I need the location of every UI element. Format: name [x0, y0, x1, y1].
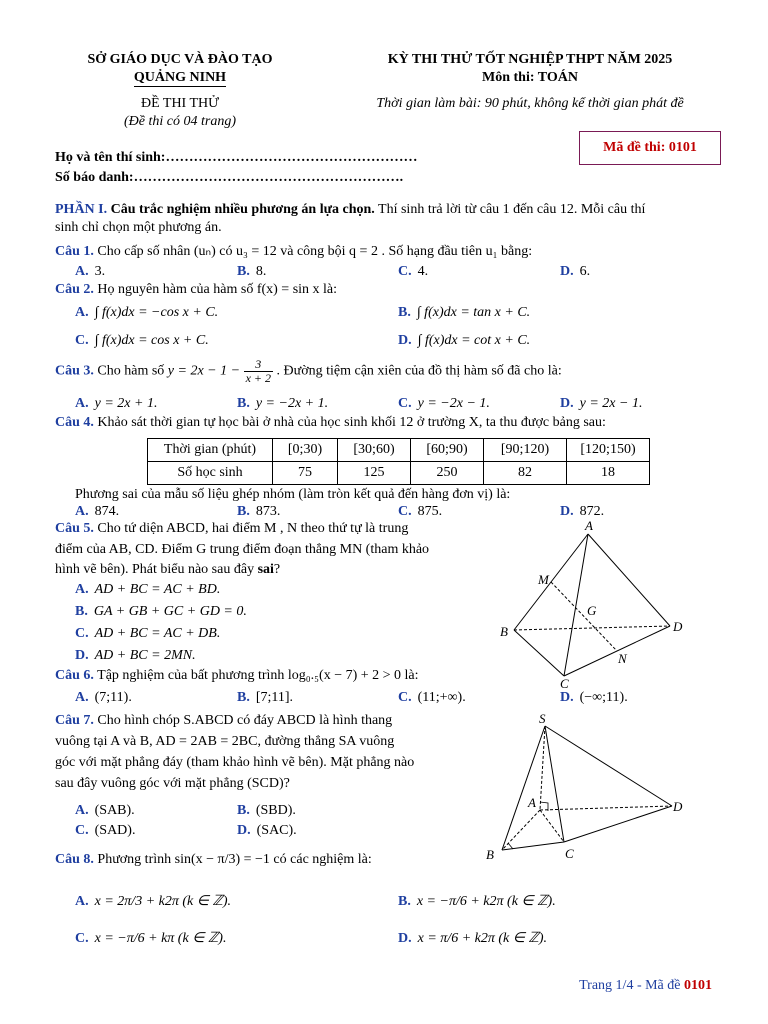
q3-option-b[interactable]: [237, 396, 328, 412]
question-2: [55, 282, 337, 298]
q3-fraction: [244, 358, 273, 385]
q6-c-letter: C.: [398, 690, 412, 705]
q7-line2: vuông tại A và B, AD = 2AB = 2BC, đường thẳng SA vuông: [55, 734, 395, 749]
q1-b-letter: B.: [237, 264, 250, 279]
exam-kind: ĐỀ THI THỬ: [140, 96, 219, 111]
q6-text: Tập nghiệm của bất phương trình log₀.₅(x − 7) + 2 > 0 là:: [97, 668, 419, 683]
q6-a-letter: A.: [75, 690, 89, 705]
q7-c-text: (SAD).: [94, 823, 136, 838]
q5-option-c[interactable]: [75, 626, 220, 642]
time-note: Thời gian làm bài: 90 phút, không kể thời gian phát đề: [376, 96, 684, 111]
q5-line3-bold: sai: [257, 562, 274, 577]
q8-b-letter: B.: [398, 894, 411, 909]
dept-line2-text: QUẢNG NINH: [133, 70, 227, 85]
q3-b-letter: B.: [237, 396, 250, 411]
q6-c-text: (11;+∞).: [417, 690, 466, 705]
q3-c-text: y = −2x − 1.: [417, 396, 490, 411]
q4-count: 18: [567, 462, 650, 485]
q5-b-letter: B.: [75, 604, 88, 619]
q4-option-a[interactable]: [75, 504, 119, 520]
q4-text: Khảo sát thời gian tự học bài ở nhà của học sinh khối 12 ở trường X, ta thu được bảng sau:: [97, 415, 606, 430]
q2-d-letter: D.: [398, 333, 412, 348]
dept-line1: SỞ GIÁO DỤC VÀ ĐÀO TẠO: [87, 52, 273, 67]
q7-b-text: (SBD).: [255, 803, 296, 818]
q1-a-text: 3.: [94, 264, 106, 279]
q1-option-d[interactable]: [560, 264, 590, 280]
q5-a-letter: A.: [75, 582, 89, 597]
q6-label: Câu 6.: [55, 668, 94, 683]
tetra-label-c: C: [560, 676, 569, 688]
q3-d-text: y = 2x − 1.: [579, 396, 643, 411]
question-8: [55, 852, 372, 868]
q1-b-text: 8.: [255, 264, 267, 279]
q7-option-b[interactable]: [237, 803, 296, 819]
q5-c-letter: C.: [75, 626, 89, 641]
question-6: [55, 668, 419, 684]
q8-option-b[interactable]: [398, 893, 556, 910]
q2-c-letter: C.: [75, 333, 89, 348]
q4-count: 250: [411, 462, 484, 485]
q5-b-text: GA + GB + GC + GD = 0.: [93, 604, 247, 619]
q4-option-c[interactable]: [398, 504, 442, 520]
exam-code: Mã đề thi: 0101: [603, 140, 697, 155]
q3-option-c[interactable]: [398, 396, 490, 412]
q4-b-letter: B.: [237, 504, 250, 519]
q1-label: Câu 1.: [55, 244, 94, 259]
q2-option-c[interactable]: [75, 333, 209, 349]
pyr-label-b: B: [486, 847, 494, 862]
pyr-label-c: C: [565, 846, 574, 861]
q7-a-letter: A.: [75, 803, 89, 818]
q4-c-letter: C.: [398, 504, 412, 519]
q4-d-letter: D.: [560, 504, 574, 519]
pyramid-figure: [482, 710, 692, 865]
page-footer: [579, 978, 712, 994]
q2-a-letter: A.: [75, 305, 89, 320]
q2-text: Họ nguyên hàm của hàm số f(x) = sin x là:: [97, 282, 338, 297]
table-row: [148, 439, 650, 462]
q4-b-text: 873.: [255, 504, 281, 519]
q6-option-c[interactable]: [398, 690, 466, 706]
q7-a-text: (SAB).: [94, 803, 135, 818]
q3-func: y = 2x − 1 −: [167, 363, 241, 379]
q4-row-label: Số học sinh: [148, 462, 273, 485]
q5-option-a[interactable]: [75, 582, 220, 598]
q6-b-text: [7;11].: [255, 690, 294, 705]
q4-table: [147, 438, 650, 485]
q1-text: Cho cấp số nhân (uₙ) có u₃ = 12 và công bội q = 2 . Số hạng đầu tiên u₁ bằng:: [97, 244, 533, 259]
q8-b-text: x = −π/6 + k2π (k ∈ ℤ).: [416, 894, 556, 909]
q1-d-letter: D.: [560, 264, 574, 279]
table-row: [148, 462, 650, 485]
q4-interval: [0;30): [273, 439, 338, 462]
q7-option-d[interactable]: [237, 823, 297, 839]
q4-a-text: 874.: [94, 504, 120, 519]
q4-interval: [30;60): [338, 439, 411, 462]
q3-post: . Đường tiệm cận xiên của đồ thị hàm số đã cho là:: [276, 363, 562, 379]
q4-label: Câu 4.: [55, 415, 94, 430]
q5-line3-post: ?: [273, 562, 281, 577]
q2-b-text: ∫ f(x)dx = tan x + C.: [416, 305, 531, 320]
q6-d-text: (−∞;11).: [579, 690, 628, 705]
q4-option-b[interactable]: [237, 504, 280, 520]
q4-c-text: 875.: [417, 504, 443, 519]
part1-label: PHẦN I.: [55, 202, 108, 217]
q7-d-letter: D.: [237, 823, 251, 838]
q7-label: Câu 7.: [55, 713, 94, 728]
q5-a-text: AD + BC = AC + BD.: [94, 582, 221, 597]
question-4: [55, 415, 606, 431]
q2-c-text: ∫ f(x)dx = cos x + C.: [94, 333, 209, 348]
q8-d-text: x = π/6 + k2π (k ∈ ℤ).: [417, 931, 548, 946]
q2-b-letter: B.: [398, 305, 411, 320]
tetra-label-m: M: [538, 572, 549, 587]
question-5: [55, 521, 408, 537]
q1-c-text: 4.: [417, 264, 429, 279]
q5-d-letter: D.: [75, 648, 89, 663]
q4-interval: [90;120): [484, 439, 567, 462]
q5-line2: điểm của AB, CD. Điểm G trung điểm đoạn thẳng MN (tham khảo: [55, 542, 430, 557]
q5-line1: Cho tứ diện ABCD, hai điểm M , N theo thứ tự là trung: [97, 521, 409, 536]
q8-text: Phương trình sin(x − π/3) = −1 có các nghiệm là:: [97, 852, 372, 867]
q2-option-b[interactable]: [398, 305, 530, 321]
q4-interval: [60;90): [411, 439, 484, 462]
dept-line2: [60, 70, 300, 86]
tetra-label-d: D: [673, 619, 683, 634]
q5-c-text: AD + BC = AC + DB.: [94, 626, 221, 641]
q8-label: Câu 8.: [55, 852, 94, 867]
q3-label: Câu 3.: [55, 363, 94, 379]
q1-option-a[interactable]: [75, 264, 105, 280]
question-7: [55, 713, 392, 729]
q3-a-letter: A.: [75, 396, 89, 411]
q3-c-letter: C.: [398, 396, 412, 411]
q8-option-a[interactable]: [75, 893, 231, 910]
q3-a-text: y = 2x + 1.: [94, 396, 158, 411]
exam-code-box: [579, 131, 721, 165]
q3-frac-num: 3: [244, 358, 273, 372]
q6-d-letter: D.: [560, 690, 574, 705]
id-line: Số báo danh:………………………………………………….: [55, 170, 404, 185]
q5-option-d[interactable]: [75, 648, 196, 664]
q2-option-d[interactable]: [398, 333, 530, 349]
q7-line3: góc với mặt phẳng đáy (tham khảo hình vẽ bên). Mặt phẳng nào: [55, 755, 415, 770]
q8-a-letter: A.: [75, 894, 89, 909]
pyr-label-a: A: [528, 795, 536, 810]
footer-page: Trang 1/4 - Mã đề: [579, 978, 681, 993]
part1-title: Câu trắc nghiệm nhiều phương án lựa chọn.: [110, 202, 375, 217]
q2-option-a[interactable]: [75, 305, 218, 321]
q3-option-d[interactable]: [560, 396, 642, 412]
q2-label: Câu 2.: [55, 282, 94, 297]
q4-a-letter: A.: [75, 504, 89, 519]
q2-d-text: ∫ f(x)dx = cot x + C.: [417, 333, 531, 348]
q8-c-letter: C.: [75, 931, 89, 946]
q3-b-text: y = −2x + 1.: [255, 396, 329, 411]
q8-option-d[interactable]: [398, 930, 547, 947]
question-3: [55, 358, 562, 385]
q5-d-text: AD + BC = 2MN.: [94, 648, 196, 663]
q7-c-letter: C.: [75, 823, 89, 838]
q7-line4: sau đây vuông góc với mặt phẳng (SCD)?: [55, 776, 290, 791]
q7-b-letter: B.: [237, 803, 250, 818]
q5-option-b[interactable]: [75, 604, 247, 620]
exam-title: KỲ THI THỬ TỐT NGHIỆP THPT NĂM 2025: [387, 52, 673, 67]
q2-a-text: ∫ f(x)dx = −cos x + C.: [94, 305, 219, 320]
page-note: (Đề thi có 04 trang): [124, 114, 236, 129]
q7-line1: Cho hình chóp S.ABCD có đáy ABCD là hình thang: [97, 713, 393, 728]
q3-frac-den: x + 2: [245, 371, 272, 385]
q5-label: Câu 5.: [55, 521, 94, 536]
q7-option-a[interactable]: [75, 803, 135, 819]
part1-heading: [55, 202, 715, 218]
q1-option-b[interactable]: [237, 264, 266, 280]
q1-option-c[interactable]: [398, 264, 428, 280]
q8-d-letter: D.: [398, 931, 412, 946]
tetra-label-a: A: [585, 518, 593, 533]
tetra-label-g: G: [587, 603, 597, 618]
part1-instruction1: Thí sinh trả lời từ câu 1 đến câu 12. Mỗi câu thí: [378, 202, 646, 217]
pyr-label-d: D: [673, 799, 683, 814]
tetra-label-b: B: [500, 624, 508, 639]
name-line: Họ và tên thí sinh:………………………………………………: [55, 150, 418, 165]
q7-d-text: (SAC).: [256, 823, 297, 838]
q1-d-text: 6.: [579, 264, 591, 279]
q6-option-b[interactable]: [237, 690, 293, 706]
q6-option-a[interactable]: [75, 690, 132, 706]
q4-interval: [120;150): [567, 439, 650, 462]
q1-c-letter: C.: [398, 264, 412, 279]
q4-head-label: Thời gian (phút): [148, 439, 273, 462]
part1-instruction2: sinh chỉ chọn một phương án.: [55, 220, 222, 235]
q6-a-text: (7;11).: [94, 690, 132, 705]
q4-count: 75: [273, 462, 338, 485]
subject: Môn thi: TOÁN: [482, 70, 578, 85]
q3-d-letter: D.: [560, 396, 574, 411]
q5-line3: [55, 562, 280, 578]
q8-option-c[interactable]: [75, 930, 226, 947]
q5-line3-pre: hình vẽ bên). Phát biểu nào sau đây: [55, 562, 255, 577]
q7-option-c[interactable]: [75, 823, 135, 839]
q8-c-text: x = −π/6 + kπ (k ∈ ℤ).: [94, 931, 227, 946]
tetra-label-n: N: [618, 651, 627, 666]
q6-b-letter: B.: [237, 690, 250, 705]
question-1: [55, 243, 532, 260]
tetrahedron-figure: [492, 518, 692, 688]
q4-count: 125: [338, 462, 411, 485]
q8-a-text: x = 2π/3 + k2π (k ∈ ℤ).: [94, 894, 232, 909]
q3-option-a[interactable]: [75, 396, 157, 412]
q4-question: Phương sai của mẫu số liệu ghép nhóm (làm tròn kết quả đến hàng đơn vị) là:: [75, 487, 511, 502]
q6-option-d[interactable]: [560, 690, 628, 706]
footer-code: 0101: [684, 978, 712, 993]
q4-d-text: 872.: [579, 504, 605, 519]
q4-count: 82: [484, 462, 567, 485]
pyr-label-s: S: [539, 711, 546, 726]
q3-pre: Cho hàm số: [97, 363, 165, 379]
q1-a-letter: A.: [75, 264, 89, 279]
